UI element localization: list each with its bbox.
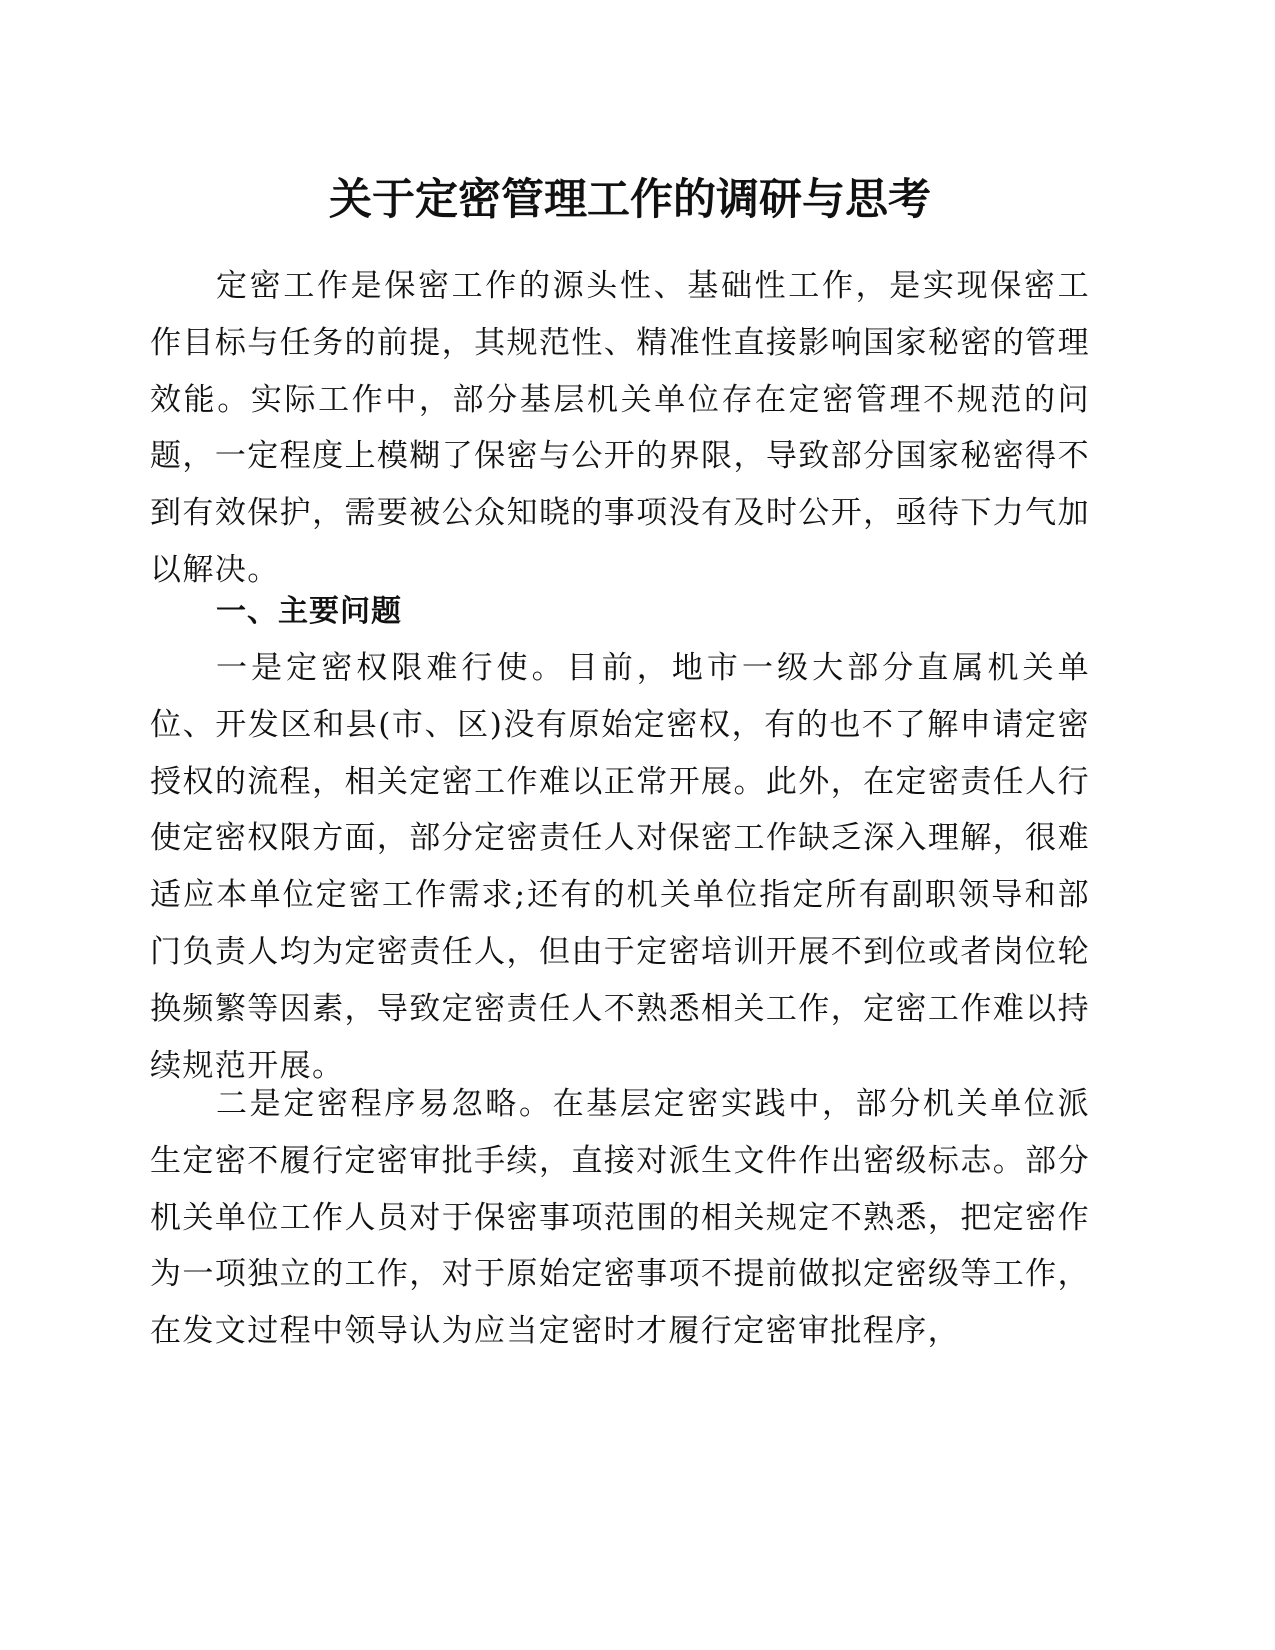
body-paragraph-2: 二是定密程序易忽略。在基层定密实践中，部分机关单位派生定密不履行定密审批手续，直接对派生文件作出密级标志。部分机关单位工作人员对于保密事项范围的相关规定不熟悉，把定密作为一项独立的工作，对于原始定密事项不提前做拟定密级等工作，在发文过程中领导认为应当定密时才履行定密审批程序， [150, 1086, 1090, 1350]
page-title: 关于定密管理工作的调研与思考 [329, 175, 931, 225]
intro-paragraph: 定密工作是保密工作的源头性、基础性工作，是实现保密工作目标与任务的前提，其规范性、精准性直接影响国家秘密的管理效能。实际工作中，部分基层机关单位存在定密管理不规范的问题，一定程度上模糊了保密与公开的界限，导致部分国家秘密得不到有效保护，需要被公众知晓的事项没有及时公开，亟待下力气加以解决。 [150, 268, 1090, 588]
body-paragraph-1: 一是定密权限难行使。目前，地市一级大部分直属机关单位、开发区和县(市、区)没有原始定密权，有的也不了解申请定密授权的流程，相关定密工作难以正常开展。此外，在定密责任人行使定密权限方面，部分定密责任人对保密工作缺乏深入理解，很难适应本单位定密工作需求;还有的机关单位指定所有副职领导和部门负责人均为定密责任人，但由于定密培训开展不到位或者岗位轮换频繁等因素，导致定密责任人不熟悉相关工作，定密工作难以持续规范开展。 [150, 650, 1090, 1084]
section-heading: 一、主要问题 [216, 594, 402, 629]
